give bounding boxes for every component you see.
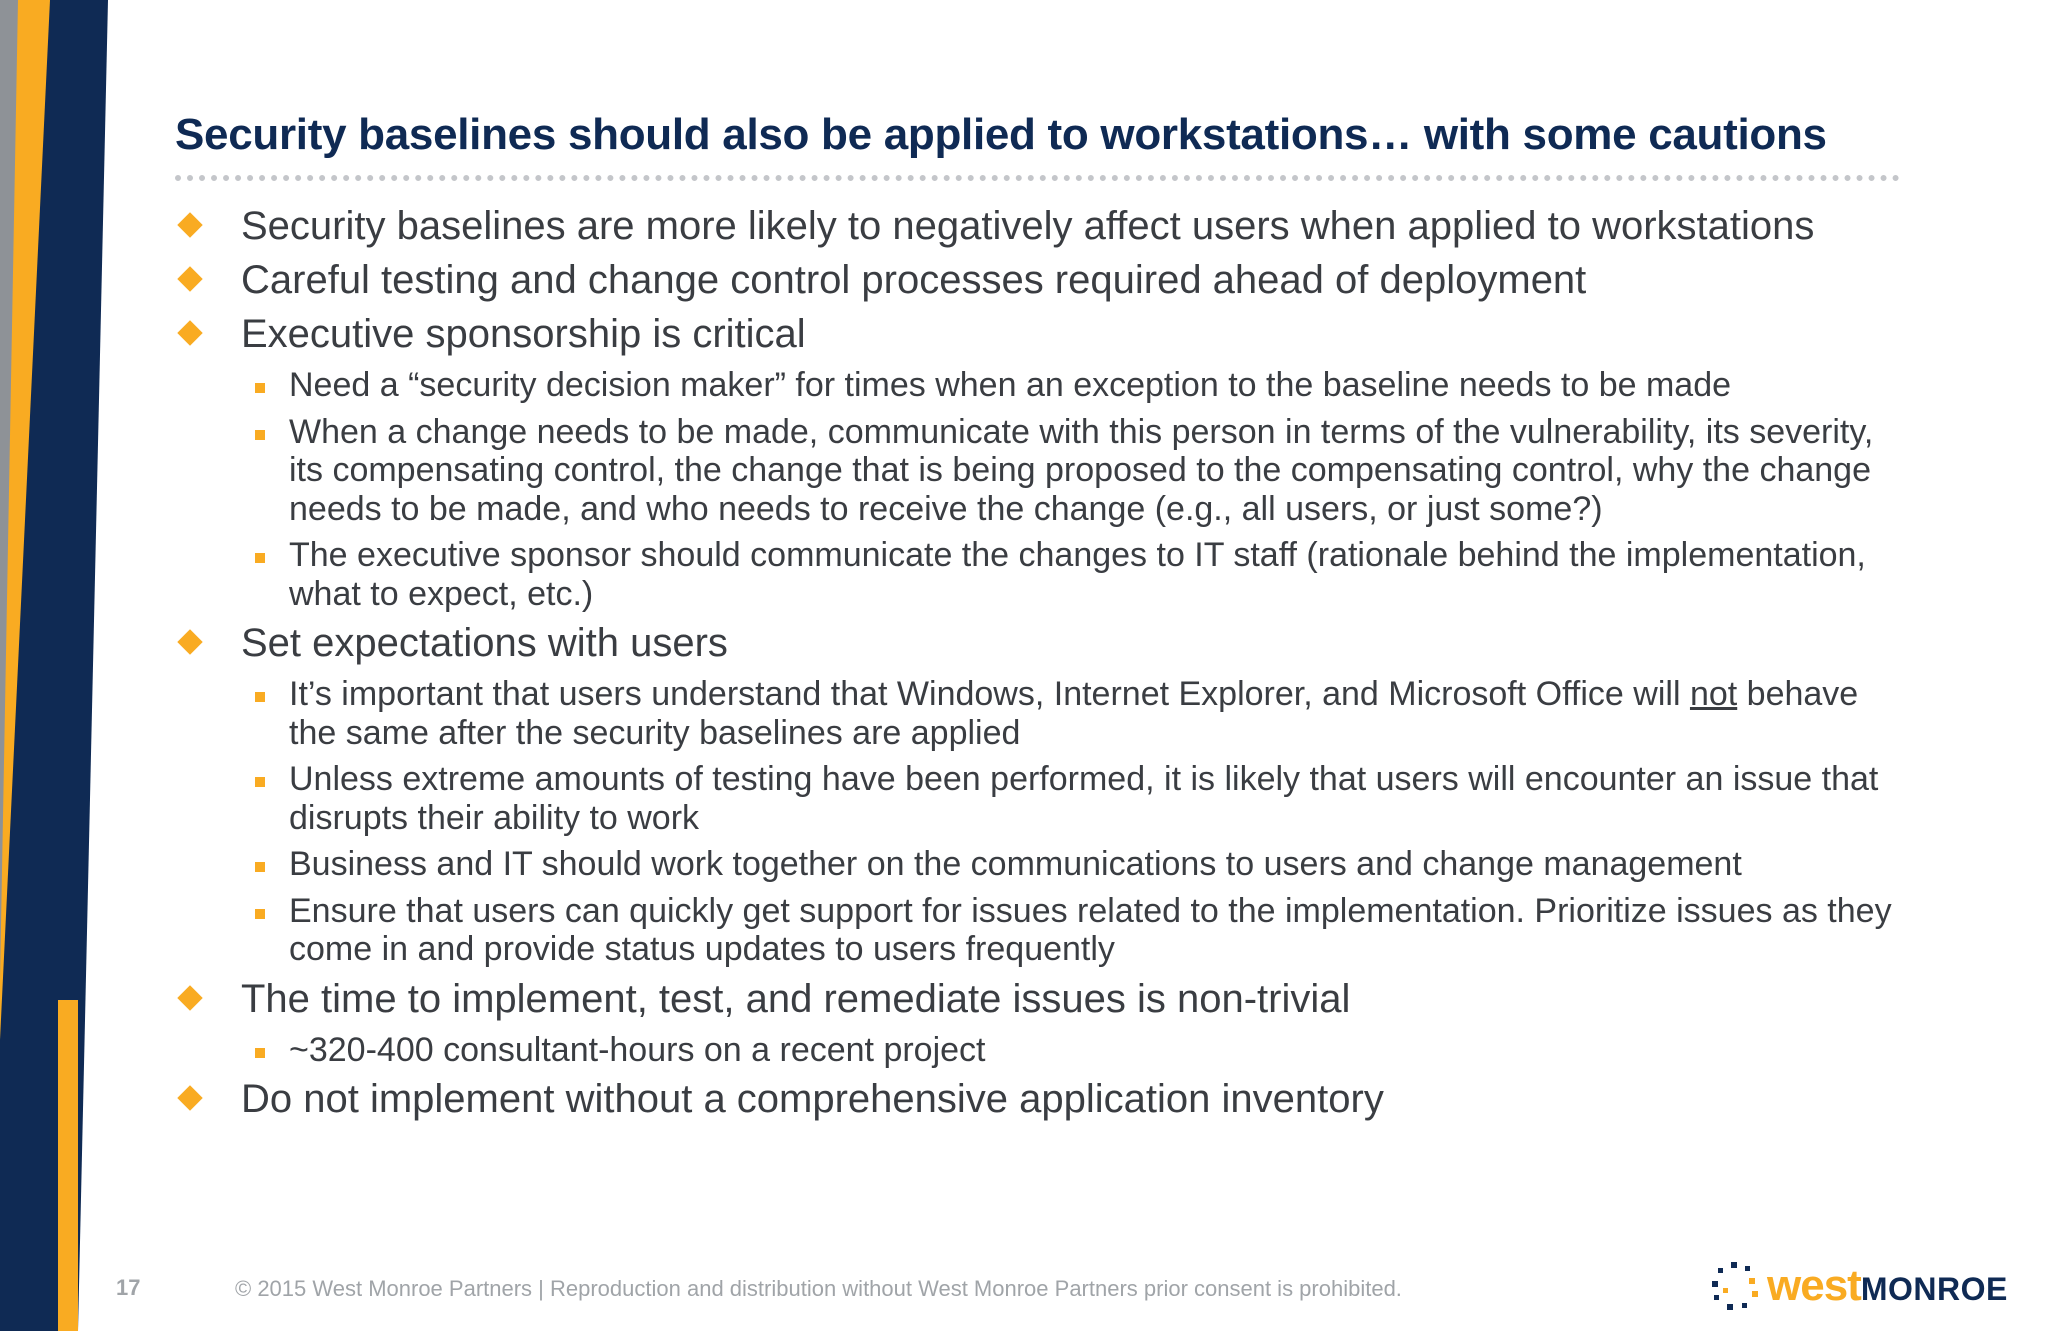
- square-bullet-icon: [255, 553, 265, 563]
- title-divider: [175, 175, 1900, 181]
- sub-bullet-item: [175, 413, 1905, 529]
- bullet-text: Do not implement without a comprehensive application inventory: [241, 1077, 1384, 1121]
- sub-bullet-text: [289, 675, 1858, 752]
- logo-wordmark: [1767, 1260, 2008, 1315]
- sub-bullet-text-pre: It’s important that users understand that Windows, Internet Explorer, and Microsoft Office will: [289, 675, 1690, 713]
- page-number: 17: [116, 1275, 141, 1300]
- diamond-bullet-icon: [177, 266, 202, 291]
- bullet-item: [175, 202, 1905, 250]
- square-bullet-icon: [255, 692, 265, 702]
- square-bullet-icon: [255, 777, 265, 787]
- square-bullet-icon: [255, 909, 265, 919]
- bullet-text: Security baselines are more likely to negatively affect users when applied to workstations: [241, 204, 1815, 248]
- logo-dots-icon: [1705, 1258, 1765, 1318]
- bullet-item: [175, 975, 1905, 1023]
- bullet-text: Set expectations with users: [241, 621, 728, 665]
- slide-title: Security baselines should also be applied to workstations… with some cautions: [175, 110, 1827, 159]
- bullet-list: [175, 196, 1905, 1123]
- bullet-item: [175, 256, 1905, 304]
- sub-bullet-item: [175, 892, 1905, 969]
- sub-bullet-item: [175, 760, 1905, 837]
- sub-bullet-item: [175, 536, 1905, 613]
- square-bullet-icon: [255, 1048, 265, 1058]
- diamond-bullet-icon: [177, 629, 202, 654]
- sub-bullet-text: Business and IT should work together on the communications to users and change management: [289, 845, 1742, 883]
- copyright-footer: © 2015 West Monroe Partners | Reproduction and distribution without West Monroe Partners prior consent is prohibited.: [235, 1276, 1402, 1301]
- diamond-bullet-icon: [177, 985, 202, 1010]
- bullet-item: [175, 619, 1905, 667]
- logo-monroe-text: MONROE: [1860, 1271, 2008, 1307]
- sub-bullet-item: [175, 1031, 1905, 1070]
- sub-bullet-item: [175, 845, 1905, 884]
- diamond-bullet-icon: [177, 320, 202, 345]
- bullet-item: [175, 310, 1905, 358]
- sub-bullet-text: When a change needs to be made, communicate with this person in terms of the vulnerability, its severity, its compensating control, the change that is being proposed to the compensating control, why the change needs to be made, and who needs to receive the change (e.g., all users, or just some?): [289, 412, 1874, 528]
- logo-west-text: west: [1767, 1261, 1861, 1310]
- sub-bullet-item: [175, 675, 1905, 752]
- diamond-bullet-icon: [177, 212, 202, 237]
- square-bullet-icon: [255, 862, 265, 872]
- sub-bullet-text: ~320-400 consultant-hours on a recent project: [289, 1030, 986, 1069]
- sub-bullet-text: Need a “security decision maker” for times when an exception to the baseline needs to be made: [289, 366, 1732, 404]
- square-bullet-icon: [255, 383, 265, 393]
- bullet-text: The time to implement, test, and remediate issues is non-trivial: [241, 976, 1351, 1021]
- square-bullet-icon: [255, 430, 265, 440]
- sub-bullet-text: Unless extreme amounts of testing have been performed, it is likely that users will encounter an issue that disrupts their ability to work: [289, 760, 1879, 837]
- emphasis-not: not: [1689, 675, 1738, 713]
- bullet-text: Careful testing and change control processes required ahead of deployment: [241, 258, 1587, 302]
- sub-bullet-text-post: behave the same after the security baselines are applied: [289, 675, 1859, 752]
- diamond-bullet-icon: [177, 1085, 202, 1110]
- bullet-item: [175, 1075, 1905, 1123]
- sub-bullet-item: [175, 366, 1905, 405]
- sub-bullet-text: The executive sponsor should communicate the changes to IT staff (rationale behind the implementation, what to expect, etc.): [289, 536, 1866, 613]
- sub-bullet-text: Ensure that users can quickly get support for issues related to the implementation. Prioritize issues as they come in and provide status updates to users frequently: [289, 891, 1892, 968]
- bullet-text: Executive sponsorship is critical: [241, 312, 806, 356]
- company-logo: [1705, 1258, 2025, 1318]
